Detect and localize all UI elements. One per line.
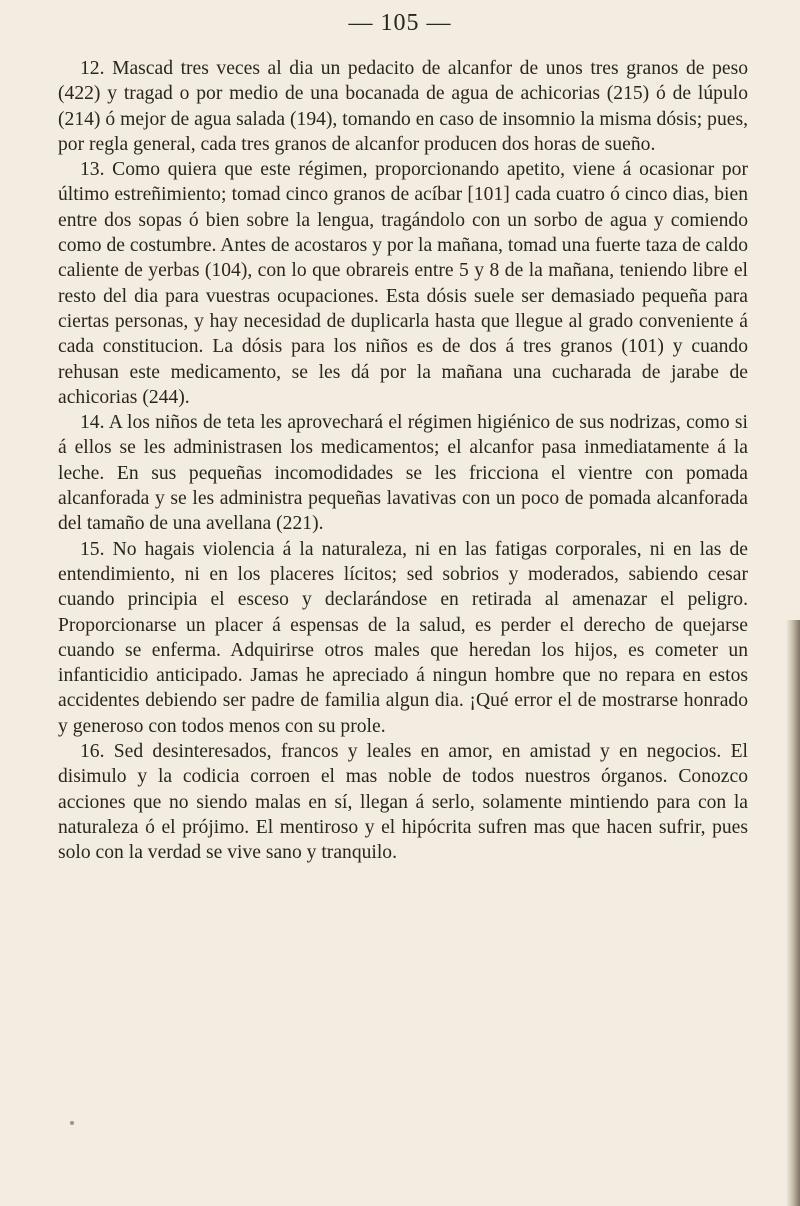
paragraph-14: 14. A los niños de teta les aprovechará el régimen higiénico de sus nodrizas, como si á ellos se les administrasen los medicamentos; el alcanfor pasa inmediatamente á la leche. En sus pequeñas incomodidades se les fricciona el vientre con pomada alcanforada y se les administra pequeñas lavativas con un poco de pomada alcanforada del tamaño de una avellana (221). (58, 412, 748, 535)
paragraph-16: 16. Sed desinteresados, francos y leales en amor, en amistad y en negocios. El disimulo y la codicia corroen el mas noble de todos nuestros órganos. Conozco acciones que no siendo malas en sí, llegan á serlo, solamente mintiendo para con la naturaleza ó el prójimo. El mentiroso y el hipócrita sufren mas que hacen sufrir, pues solo con la verdad se vive sano y tranquilo. (58, 741, 748, 864)
page-body (58, 56, 748, 866)
page-number: — 105 — (348, 10, 452, 36)
page-edge-shadow (786, 620, 800, 1206)
paragraph-13: 13. Como quiera que este régimen, proporcionando apetito, viene á ocasionar por último estreñimiento; tomad cinco granos de acíbar [101] cada cuatro ó cinco dias, bien entre dos sopas ó bien sobre la lengua, tragándolo con un sorbo de agua y comiendo como de costumbre. Antes de acostaros y por la mañana, tomad una fuerte taza de caldo caliente de yerbas (104), con lo que obrareis entre 5 y 8 de la mañana, teniendo libre el resto del dia para vuestras ocupaciones. Esta dósis suele ser demasiado pequeña para ciertas personas, y hay necesidad de duplicarla hasta que llegue al grado conveniente á cada constitucion. La dósis para los niños es de dos á tres granos (101) y cuando rehusan este medicamento, se les dá por la mañana una cucharada de jarabe de achicorias (244). (58, 159, 748, 408)
paragraph-15: 15. No hagais violencia á la naturaleza, ni en las fatigas corporales, ni en las de entendimiento, ni en los placeres lícitos; sed sobrios y moderados, sabiendo cesar cuando principia el esceso y declarándose en retirada al amenazar el peligro. Proporcionarse un placer á espensas de la salud, es perder el derecho de quejarse cuando se enferma. Adquirirse otros males que heredan los hijos, es cometer un infanticidio anticipado. Jamas he apreciado á ningun hombre que no repara en estos accidentes debiendo ser padre de familia algun dia. ¡Qué error el de mostrarse honrado y generoso con todos menos con su prole. (58, 538, 748, 737)
ink-speck (70, 1121, 74, 1125)
paragraph-12: 12. Mascad tres veces al dia un pedacito de alcanfor de unos tres granos de peso (422) y tragad o por medio de una bocanada de agua de achicorias (215) ó de lúpulo (214) ó mejor de agua salada (194), tomando en caso de insomnio la misma dósis; pues, por regla general, cada tres granos de alcanfor producen dos horas de sueño. (58, 58, 748, 155)
